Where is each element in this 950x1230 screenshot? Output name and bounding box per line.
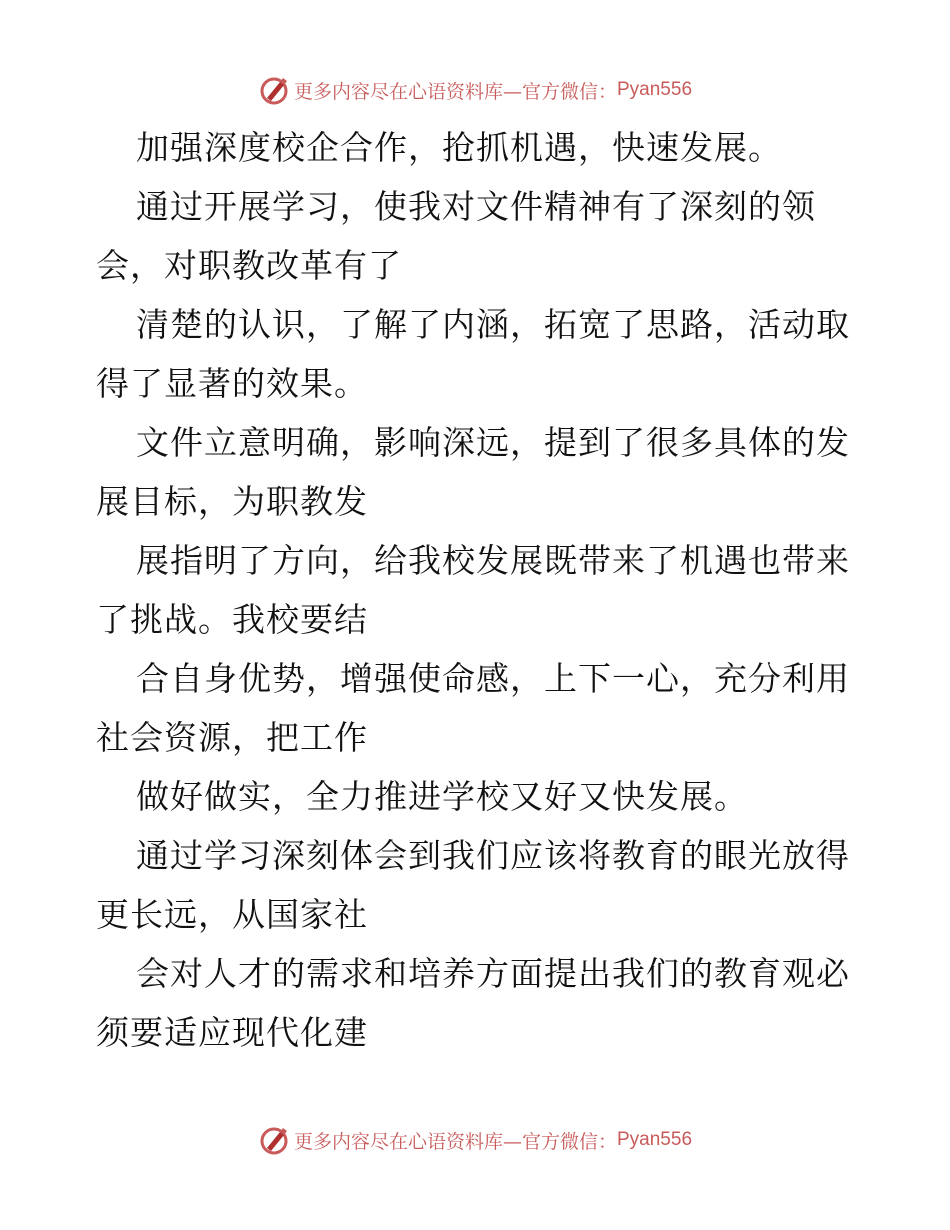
paragraph-line: 会对人才的需求和培养方面提出我们的教育观必 <box>136 954 850 993</box>
watermark-text: 更多内容尽在心语资料库—官方微信： <box>293 80 617 103</box>
footer-watermark-banner <box>0 1120 950 1160</box>
paragraph-line: 加强深度校企合作，抢抓机遇，快速发展。 <box>136 128 782 167</box>
header-watermark-banner <box>0 70 950 110</box>
watermark-text: 更多内容尽在心语资料库—官方微信： <box>293 1130 617 1153</box>
paragraph-line: 社会资源，把工作 <box>96 718 368 757</box>
paragraph-line: 清楚的认识，了解了内涵，拓宽了思路，活动取 <box>136 305 850 344</box>
watermark-wechat-id: Pyan556 <box>617 79 693 100</box>
paragraph-line: 会，对职教改革有了 <box>96 246 402 285</box>
watermark-wechat-id: Pyan556 <box>617 1129 693 1150</box>
pen-circle-icon <box>258 1124 290 1156</box>
paragraph-line: 得了显著的效果。 <box>96 364 368 403</box>
document-body <box>96 118 866 1062</box>
paragraph-line: 了挑战。我校要结 <box>96 600 368 639</box>
pen-circle-icon <box>258 74 290 106</box>
paragraph-line: 合自身优势，增强使命感，上下一心，充分利用 <box>136 659 850 698</box>
paragraph-line: 做好做实，全力推进学校又好又快发展。 <box>136 777 748 816</box>
paragraph-line: 通过学习深刻体会到我们应该将教育的眼光放得 <box>136 836 850 875</box>
paragraph-line: 须要适应现代化建 <box>96 1013 368 1052</box>
paragraph-line: 展目标，为职教发 <box>96 482 368 521</box>
paragraph-line: 展指明了方向，给我校发展既带来了机遇也带来 <box>136 541 850 580</box>
paragraph-line: 更长远，从国家社 <box>96 895 368 934</box>
paragraph-line: 通过开展学习，使我对文件精神有了深刻的领 <box>136 187 816 226</box>
paragraph-line: 文件立意明确，影响深远，提到了很多具体的发 <box>136 423 850 462</box>
